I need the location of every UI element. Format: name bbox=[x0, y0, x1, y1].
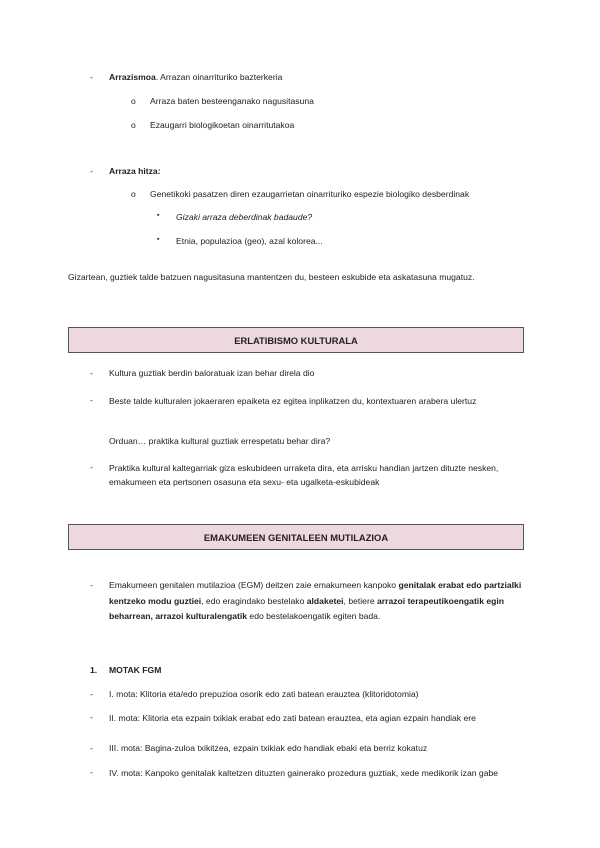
type-item-2: II. mota: Klitoria eta ezpain txikiak erabat edo zati batean erauztea, eta agian ezpain handiak ere bbox=[109, 713, 476, 723]
definition-text: , edo eragindako bestelako bbox=[201, 595, 307, 606]
definition-bold: arrazoi terapeutikoengatik egin beharrean, arrazoi kulturalengatik bbox=[109, 595, 505, 621]
dash-bullet: - bbox=[90, 712, 93, 722]
definition-bold: genitalak erabat edo partzialki kentzeko modu guztiei bbox=[109, 580, 522, 606]
intro-paragraph: Gizartean, guztiek talde batzuen nagusitasuna mantentzen du, besteen eskubide eta askatasuna mugatuz. bbox=[68, 272, 475, 282]
square-bullet: ▪ bbox=[157, 236, 160, 243]
type-item-4: IV. mota: Kanpoko genitalak kaltetzen dituzten gainerako prozedura guztiak, xede medikorik izan gabe bbox=[109, 768, 499, 778]
circle-bullet: o bbox=[131, 120, 136, 130]
type-item-3: III. mota: Bagina-zuloa txikitzea, ezpain txikiak edo handiak ebaki eta berriz kokatuz bbox=[109, 743, 428, 753]
circle-bullet: o bbox=[131, 96, 136, 106]
arrazismoa-item bbox=[109, 72, 282, 82]
subheading-number: 1. bbox=[90, 665, 98, 675]
dash-bullet: - bbox=[90, 72, 93, 82]
definition-text: Emakumeen genitalen mutilazioa (EGM) deitzen zaie emakumeen kanpoko bbox=[109, 580, 399, 590]
type-item-1: I. mota: Klitoria eta/edo prepuzioa osorik edo zati batean erauztea (klitoridotomia) bbox=[109, 689, 419, 699]
erlatibismo-item-1: Kultura guztiak berdin baloratuak izan behar direla dio bbox=[109, 368, 315, 378]
square-bullet: ▪ bbox=[157, 212, 160, 219]
dash-bullet: - bbox=[90, 580, 93, 590]
sub-item-3: Genetikoki pasatzen diren ezaugarrietan oinarrituriko espezie biologiko desberdinak bbox=[150, 189, 470, 199]
circle-bullet: o bbox=[131, 189, 136, 199]
dash-bullet: - bbox=[90, 743, 93, 753]
arraza-hitza-item bbox=[109, 166, 161, 176]
erlatibismo-item-2: Beste talde kulturalen jokaeraren epaiketa ez egitea inplikatzen du, kontextuaren arabera ulertuz bbox=[109, 396, 477, 406]
erlatibismo-item-3: Praktika kultural kaltegarriak giza eskubideen urraketa dira, eta arrisku handian jartzen dituzte nesken, emakumeen eta pertsonen osasuna eta sexu- eta ugalketa-eskubideak bbox=[109, 463, 499, 487]
sub-item-2: Ezaugarri biologikoetan oinarritutakoa bbox=[150, 120, 295, 130]
dash-bullet: - bbox=[90, 689, 93, 699]
dash-bullet: - bbox=[90, 166, 93, 176]
arraza-hitza-term: Arraza hitza: bbox=[109, 166, 161, 176]
definition-bold: aldaketei bbox=[306, 595, 344, 606]
egm-definition bbox=[109, 578, 534, 625]
erlatibismo-note: Orduan… praktika kultural guztiak errespetatu behar dira? bbox=[109, 436, 331, 446]
sub-item-1: Arraza baten besteenganako nagusitasuna bbox=[150, 96, 314, 106]
definition-text: , betiere bbox=[343, 595, 377, 606]
subsub-item-2: Etnia, populazioa (geo), azal kolorea... bbox=[176, 236, 323, 246]
subheading-motak: MOTAK FGM bbox=[109, 665, 162, 675]
dash-bullet: - bbox=[90, 368, 93, 378]
arrazismoa-definition: . Arrazan oinarrituriko bazterkeria bbox=[155, 72, 283, 82]
dash-bullet: - bbox=[90, 767, 93, 777]
dash-bullet: - bbox=[90, 462, 93, 472]
section-heading-mutilazioa: EMAKUMEEN GENITALEEN MUTILAZIOA bbox=[68, 524, 524, 550]
arrazismoa-term: Arrazismoa bbox=[109, 72, 156, 82]
definition-text: edo bestelakoengatik egiten bada. bbox=[247, 611, 381, 621]
dash-bullet: - bbox=[90, 395, 93, 405]
section-heading-erlatibismo: ERLATIBISMO KULTURALA bbox=[68, 327, 524, 353]
subsub-item-1: Gizaki arraza deberdinak badaude? bbox=[176, 212, 313, 222]
